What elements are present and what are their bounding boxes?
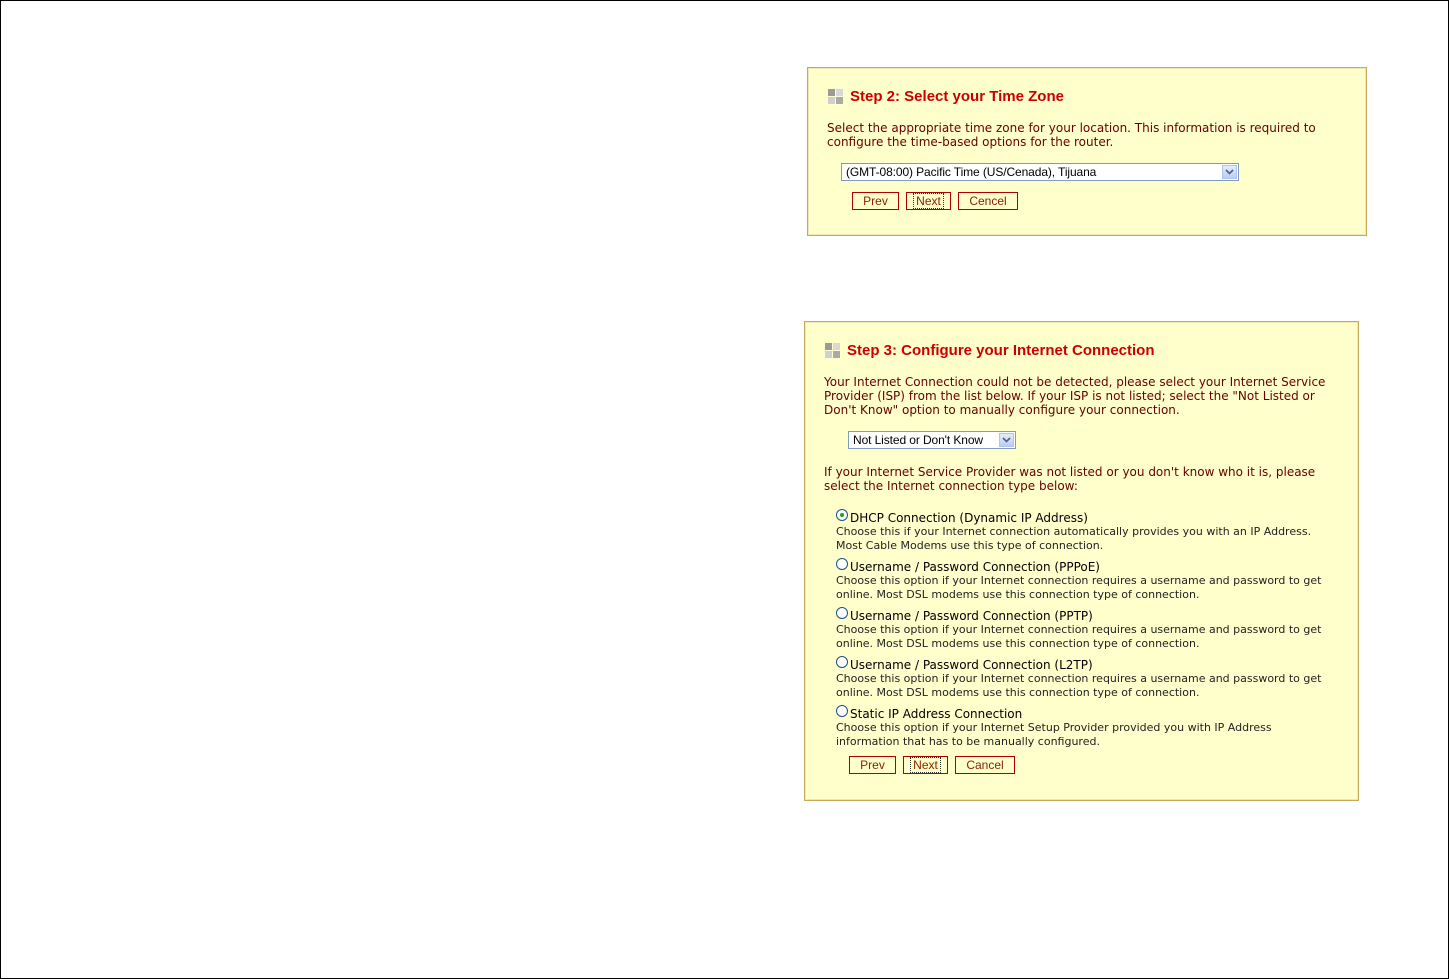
option-label: DHCP Connection (Dynamic IP Address) (850, 511, 1088, 525)
step3-prev-button[interactable]: Prev (849, 756, 896, 774)
option-label: Static IP Address Connection (850, 707, 1023, 721)
radio-pptp[interactable] (836, 607, 848, 619)
option-description: Choose this option if your Internet connection requires a username and password to get online. Most DSL modems use this connection type of connection. (836, 672, 1322, 699)
isp-select-value: Not Listed or Don't Know (853, 433, 983, 447)
time-zone-select[interactable] (841, 163, 1239, 181)
chevron-down-icon[interactable] (1222, 165, 1237, 179)
isp-select[interactable] (848, 431, 1016, 449)
step-grid-icon (825, 343, 841, 359)
step3-description: Your Internet Connection could not be detected, please select your Internet Service Provider (ISP) from the list below. If your ISP is not listed; select the "Not Listed or Don't Know" option to manually configure your connection. (824, 375, 1326, 417)
radio-l2tp[interactable] (836, 656, 848, 668)
option-label: Username / Password Connection (L2TP) (850, 658, 1093, 672)
step2-prev-button[interactable]: Prev (852, 192, 899, 210)
connection-type-prompt: If your Internet Service Provider was not listed or you don't know who it is, please select the Internet connection type below: (824, 465, 1316, 493)
radio-pppoe[interactable] (836, 558, 848, 570)
radio-static-ip[interactable] (836, 705, 848, 717)
time-zone-panel (807, 67, 1367, 236)
option-description: Choose this if your Internet connection automatically provides you with an IP Address. Most Cable Modems use this type of connection. (836, 525, 1312, 552)
option-description: Choose this option if your Internet Setup Provider provided you with IP Address information that has to be manually configured. (836, 721, 1272, 748)
option-description: Choose this option if your Internet connection requires a username and password to get online. Most DSL modems use this connection type of connection. (836, 623, 1322, 650)
option-label: Username / Password Connection (PPPoE) (850, 560, 1100, 574)
step2-next-button[interactable]: Next (906, 192, 951, 210)
option-description: Choose this option if your Internet connection requires a username and password to get online. Most DSL modems use this connection type of connection. (836, 574, 1322, 601)
radio-dhcp[interactable] (836, 509, 848, 521)
step2-title-text: Step 2: Select your Time Zone (850, 88, 1064, 105)
step2-cancel-button[interactable]: Cencel (958, 192, 1018, 210)
internet-connection-panel (804, 321, 1359, 801)
time-zone-select-value: (GMT-08:00) Pacific Time (US/Cenada), Tijuana (846, 165, 1097, 179)
step2-description: Select the appropriate time zone for your location. This information is required to configure the time-based options for the router. (827, 121, 1316, 149)
step2-title (828, 88, 1064, 105)
option-label: Username / Password Connection (PPTP) (850, 609, 1093, 623)
step3-cancel-button[interactable]: Cancel (955, 756, 1015, 774)
step3-title (825, 342, 1155, 359)
chevron-down-icon[interactable] (999, 433, 1014, 447)
step3-title-text: Step 3: Configure your Internet Connection (847, 342, 1155, 359)
step3-next-button[interactable]: Next (903, 756, 948, 774)
step-grid-icon (828, 89, 844, 105)
